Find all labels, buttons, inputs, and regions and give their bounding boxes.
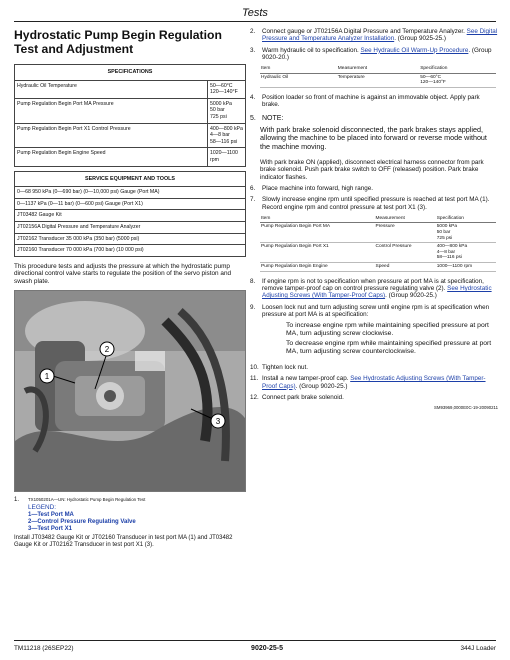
table-cell: Pump Regulation Begin Port MA bbox=[260, 223, 375, 243]
table-row bbox=[15, 245, 246, 257]
spec-value-line: 725 psi bbox=[210, 113, 227, 120]
spec-value-line: 58—116 psi bbox=[210, 138, 238, 145]
step-9 bbox=[250, 304, 498, 319]
table-row bbox=[260, 263, 496, 272]
table-cell bbox=[436, 243, 496, 263]
step-7 bbox=[250, 196, 498, 211]
legend-title: LEGEND: bbox=[28, 504, 57, 512]
document-code: SM93969,0000E0C-19-20090211 bbox=[434, 405, 498, 411]
group-ref: . (Group 9020-20.) bbox=[262, 46, 492, 61]
spec-value-line: 50 bar bbox=[210, 107, 225, 114]
tool-item: JT02160 Transducer 70 000 kPa (700 bar) (10 000 psi) bbox=[15, 245, 246, 257]
footer-manual-id: TM11218 (26SEP22) bbox=[14, 645, 74, 652]
spec-line: 5000 kPa bbox=[436, 224, 458, 230]
spec-label: Pump Regulation Begin Port MA Pressure bbox=[15, 98, 208, 123]
pressure-spec-table bbox=[260, 215, 496, 272]
step-text: Connect gauge or JT02156A Digital Pressure and Temperature Analyzer. bbox=[262, 28, 465, 35]
spec-line: 725 psi bbox=[436, 235, 453, 241]
step-12 bbox=[250, 394, 498, 401]
table-row bbox=[15, 98, 246, 123]
table-cell: Temperature bbox=[337, 73, 419, 87]
spec-line: 120—140°F bbox=[420, 80, 446, 86]
step-text: Connect park brake solenoid. bbox=[262, 393, 344, 401]
spec-value bbox=[208, 98, 246, 123]
step-number: 12. bbox=[250, 393, 259, 401]
spec-label: Hydraulic Oil Temperature bbox=[15, 80, 208, 98]
table-row bbox=[260, 223, 496, 243]
spec-value-line: 400—800 kPa bbox=[210, 125, 243, 132]
column-header: Item bbox=[260, 65, 337, 73]
step-number: 5. bbox=[250, 114, 256, 122]
step-text: Slowly increase engine rpm until specified pressure is reached at test port MA (1). Record engine rpm and control pressure at test port X1 (3). bbox=[262, 196, 490, 211]
table-cell: Control Pressure bbox=[375, 243, 436, 263]
reference-link[interactable]: See Hydrostatic Adjusting Screws (With Tamper-Proof Caps) bbox=[262, 284, 492, 300]
column-header: Specification bbox=[419, 65, 496, 73]
spec-line: 50—60°C bbox=[420, 74, 442, 80]
column-header: Specification bbox=[436, 215, 496, 223]
intro-paragraph: This procedure tests and adjusts the pressure at which the hydrostatic pump directional control valve starts to regulate the position of the servo piston and swash plate. bbox=[14, 262, 232, 286]
footer-page-number: 9020-25-5 bbox=[251, 645, 283, 652]
tool-item: JT02156A Digital Pressure and Temperature Analyzer bbox=[15, 221, 246, 233]
step-text: Loosen lock nut and turn adjusting screw until engine rpm is at specification when pressure at port MA is at specification: bbox=[262, 303, 490, 318]
callout-2-label: 2 bbox=[104, 345, 110, 355]
group-ref: . (Group 9025-25.) bbox=[394, 35, 447, 43]
step-6 bbox=[250, 185, 498, 192]
specifications-heading: SPECIFICATIONS bbox=[15, 65, 246, 81]
step-number: 11. bbox=[250, 375, 259, 383]
tool-item: 0—68 950 kPa (0—690 bar) (0—10,000 psi) Gauge (Port MA) bbox=[15, 187, 246, 199]
table-row bbox=[15, 123, 246, 148]
table-cell: Speed bbox=[375, 263, 436, 272]
column-header: Measurement bbox=[375, 215, 436, 223]
spec-value-line: 4—8 bar bbox=[210, 132, 230, 139]
legend-item: 1—Test Port MA bbox=[28, 511, 74, 518]
figure-id: TX1050201A—UN: Hydrostatic Pump Begin Regulation Test bbox=[28, 497, 146, 503]
step-number: 8. bbox=[250, 277, 256, 285]
column-header: Measurement bbox=[337, 65, 419, 73]
spec-line: 50 bar bbox=[436, 230, 451, 236]
step-text: Place machine into forward, high range. bbox=[262, 184, 373, 192]
step-8 bbox=[250, 278, 498, 300]
table-row bbox=[15, 210, 246, 222]
note-text: With park brake solenoid disconnected, the park brakes stays applied, allowing the machine to be placed into forward or reverse mode without the machine moving. bbox=[260, 124, 487, 151]
step-4 bbox=[250, 94, 498, 109]
step-text: Warm hydraulic oil to specification. bbox=[262, 46, 359, 54]
legend-item: 2—Control Pressure Regulating Valve bbox=[28, 519, 136, 526]
callout-3-label: 3 bbox=[215, 417, 221, 427]
step-text: Tighten lock nut. bbox=[262, 364, 308, 372]
spec-value-line: 1020—1100 rpm bbox=[210, 150, 238, 163]
reference-link[interactable]: See Hydraulic Oil Warm-Up Procedure bbox=[360, 46, 469, 54]
decrease-instruction: To decrease engine rpm while maintaining specified pressure at port MA, turn adjusting screw counterclockwise. bbox=[286, 340, 492, 356]
step-2 bbox=[250, 28, 498, 43]
specifications-table bbox=[14, 64, 246, 167]
table-cell: Pump Regulation Begin Engine bbox=[260, 263, 375, 272]
right-column bbox=[250, 28, 498, 410]
step-number: 6. bbox=[250, 184, 256, 192]
spec-value-line: 120—140°F bbox=[210, 89, 238, 96]
step-text: If engine rpm is not to specification when pressure at port MA is at specification, remove tamper-proof cap on control pressure regulating valve (2). bbox=[262, 277, 484, 292]
spec-value bbox=[208, 123, 246, 148]
table-row bbox=[15, 187, 246, 199]
tool-item: JT03482 Gauge Kit bbox=[15, 210, 246, 222]
table-cell bbox=[436, 263, 496, 272]
spec-line: 58—116 psi bbox=[436, 255, 462, 261]
spec-value bbox=[208, 80, 246, 98]
step-number: 1. bbox=[14, 497, 20, 504]
step-11 bbox=[250, 375, 498, 390]
spec-value-line: 50—60°C bbox=[210, 82, 233, 89]
step-number: 2. bbox=[250, 28, 256, 35]
table-row bbox=[15, 148, 246, 166]
step-number: 7. bbox=[250, 196, 256, 204]
reference-link[interactable]: See Digital Pressure and Temperature Analyzer Installation bbox=[262, 28, 498, 43]
page-header bbox=[14, 6, 496, 22]
table-row bbox=[15, 221, 246, 233]
step-10 bbox=[250, 364, 498, 371]
table-row bbox=[15, 198, 246, 210]
step-number: 4. bbox=[250, 93, 256, 101]
page-title: Hydrostatic Pump Begin Regulation Test and Adjustment bbox=[14, 28, 222, 56]
step-3 bbox=[250, 47, 498, 62]
group-ref: . (Group 9020-25.) bbox=[295, 382, 348, 390]
note-label: NOTE: bbox=[262, 114, 284, 122]
pump-photo-illustration bbox=[15, 291, 246, 492]
table-row bbox=[260, 243, 496, 263]
tools-table bbox=[14, 171, 246, 257]
column-header: Item bbox=[260, 215, 375, 223]
footer-model: 344J Loader bbox=[460, 645, 496, 652]
left-column bbox=[14, 28, 246, 549]
tool-item: 0—1137 kPa (0—11 bar) (0—600 psi) Gauge (Port X1) bbox=[15, 198, 246, 210]
spec-line: 400—800 kPa bbox=[436, 244, 468, 250]
table-cell: Pump Regulation Begin Port X1 bbox=[260, 243, 375, 263]
table-cell: Pressure bbox=[375, 223, 436, 243]
spec-value-line: 5000 kPa bbox=[210, 100, 232, 107]
tools-heading: SERVICE EQUIPMENT AND TOOLS bbox=[15, 171, 246, 187]
step-text: Install a new tamper-proof cap. bbox=[262, 375, 349, 383]
figure-caption bbox=[14, 496, 246, 549]
temperature-spec-table bbox=[260, 65, 496, 88]
section-title: Tests bbox=[242, 7, 268, 19]
spec-line: 4—8 bar bbox=[436, 249, 456, 255]
pump-photo bbox=[14, 290, 246, 492]
callout-1-label: 1 bbox=[44, 372, 50, 382]
page-footer bbox=[14, 640, 496, 652]
increase-instruction: To increase engine rpm while maintaining specified pressure at port MA, turn adjusting screw clockwise. bbox=[286, 322, 489, 338]
spec-label: Pump Regulation Begin Engine Speed bbox=[15, 148, 208, 166]
step-number: 9. bbox=[250, 303, 256, 311]
table-row bbox=[260, 73, 496, 87]
table-row bbox=[15, 233, 246, 245]
step-text: Position loader so front of machine is against an immovable object. Apply park brake. bbox=[262, 93, 480, 109]
spec-line: 1000—1100 rpm bbox=[436, 264, 473, 270]
step-5 bbox=[250, 115, 498, 122]
step-number: 3. bbox=[250, 46, 256, 54]
spec-label: Pump Regulation Begin Port X1 Control Pressure bbox=[15, 123, 208, 148]
legend-item: 3—Test Port X1 bbox=[28, 526, 72, 533]
spec-value bbox=[208, 148, 246, 166]
group-ref: . (Group 9020-25.) bbox=[385, 292, 437, 300]
step-number: 10. bbox=[250, 364, 259, 372]
reference-link[interactable]: See Hydrostatic Adjusting Screws (With Tamper-Proof Caps) bbox=[262, 375, 486, 390]
table-cell bbox=[436, 223, 496, 243]
park-brake-paragraph: With park brake ON (applied), disconnect electrical harness connector from park brake solenoid. Push park brake switch to OFF (released) position. Park brake indicator flashes. bbox=[260, 159, 484, 181]
table-cell: Hydraulic Oil bbox=[260, 73, 337, 87]
caption-text: Install JT03482 Gauge Kit or JT02160 Transducer in test port MA (1) and JT03482 Gauge Kit or JT02162 Transducer in test port X1 (3). bbox=[14, 534, 233, 548]
table-row bbox=[15, 80, 246, 98]
tool-item: JT02162 Transducer 35 000 kPa (350 bar) (5000 psi) bbox=[15, 233, 246, 245]
table-cell bbox=[419, 73, 496, 87]
